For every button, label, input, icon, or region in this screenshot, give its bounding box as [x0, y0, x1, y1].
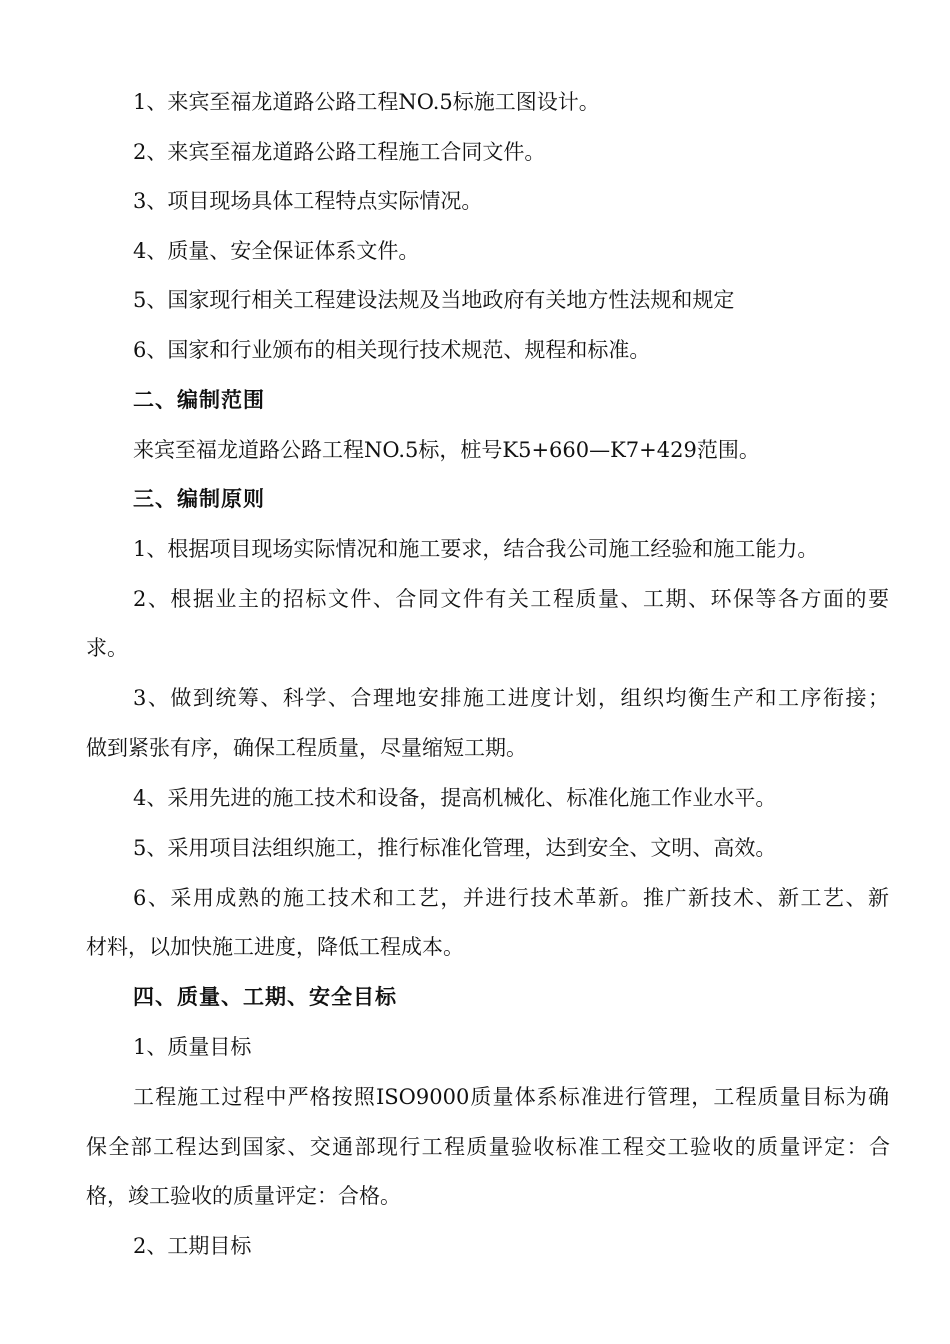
scope-text: 来宾至福龙道路公路工程NO.5标，桩号K5+660—K7+429范围。	[133, 438, 760, 462]
subheading-quality-target: 1、质量目标	[133, 1035, 252, 1059]
principle-2-line-1: 2、根据业主的招标文件、合同文件有关工程质量、工期、环保等各方面的要	[133, 587, 889, 611]
principle-3-line-2: 做到紧张有序，确保工程质量，尽量缩短工期。	[86, 736, 527, 760]
basis-item-3: 3、项目现场具体工程特点实际情况。	[133, 189, 483, 213]
principle-2-line-2: 求。	[86, 636, 128, 660]
quality-text-line-2: 保全部工程达到国家、交通部现行工程质量验收标准工程交工验收的质量评定：合	[86, 1135, 890, 1159]
basis-item-4: 4、质量、安全保证体系文件。	[133, 239, 420, 263]
principle-5: 5、采用项目法组织施工，推行标准化管理，达到安全、文明、高效。	[133, 836, 777, 860]
principle-6-line-1: 6、采用成熟的施工技术和工艺，并进行技术革新。推广新技术、新工艺、新	[133, 886, 889, 910]
section-heading-scope: 二、编制范围	[133, 388, 265, 412]
quality-text-line-1: 工程施工过程中严格按照ISO9000质量体系标准进行管理，工程质量目标为确	[133, 1085, 889, 1109]
principle-6-line-2: 材料，以加快施工进度，降低工程成本。	[86, 935, 464, 959]
quality-text-line-3: 格，竣工验收的质量评定：合格。	[86, 1184, 401, 1208]
basis-item-5: 5、国家现行相关工程建设法规及当地政府有关地方性法规和规定	[133, 288, 735, 312]
principle-3-line-1: 3、做到统筹、科学、合理地安排施工进度计划，组织均衡生产和工序衔接；	[133, 686, 889, 710]
subheading-schedule-target: 2、工期目标	[133, 1234, 252, 1258]
basis-item-6: 6、国家和行业颁布的相关现行技术规范、规程和标准。	[133, 338, 651, 362]
basis-item-1: 1、来宾至福龙道路公路工程NO.5标施工图设计。	[133, 90, 600, 114]
section-heading-principles: 三、编制原则	[133, 487, 265, 511]
principle-1: 1、根据项目现场实际情况和施工要求，结合我公司施工经验和施工能力。	[133, 537, 819, 561]
section-heading-targets: 四、质量、工期、安全目标	[133, 985, 397, 1009]
principle-4: 4、采用先进的施工技术和设备，提高机械化、标准化施工作业水平。	[133, 786, 777, 810]
basis-item-2: 2、来宾至福龙道路公路工程施工合同文件。	[133, 140, 546, 164]
